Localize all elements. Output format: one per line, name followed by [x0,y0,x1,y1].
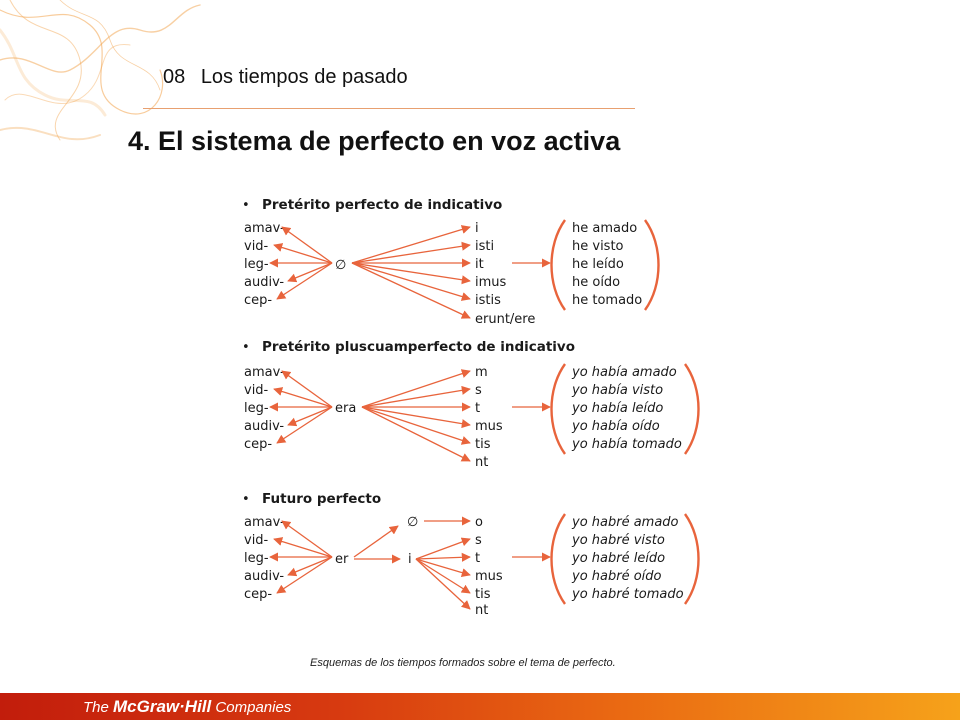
bullet: • [242,492,250,507]
ending: s [475,533,482,548]
ending-list [475,365,503,470]
pluperfect-indicative-section [242,339,699,470]
translation: he tomado [572,293,643,308]
translation: he amado [572,221,638,236]
translation: yo habré leído [572,551,666,566]
ending: isti [475,239,495,254]
connector-er: er [335,552,349,567]
ending: m [475,365,488,380]
stem-list [244,515,285,602]
ending: tis [475,437,491,452]
ending: mus [475,569,503,584]
translation-list [572,221,642,308]
arrows [270,227,550,318]
translation: yo había amado [572,365,677,380]
ending: it [475,257,484,272]
translation: he oído [572,275,621,290]
future-perfect-section [242,491,699,615]
stem: audiv- [244,275,285,290]
translation: yo habré oído [572,569,662,584]
ending-list [475,515,503,615]
ending-list [475,221,535,327]
ending: nt [475,455,489,470]
stem: leg- [244,551,269,566]
figure-caption: Esquemas de los tiempos formados sobre el tema de perfecto. [310,657,616,669]
ending: t [475,551,481,566]
translation: yo había oído [572,419,660,434]
stem: vid- [244,239,269,254]
translation: he leído [572,257,624,272]
chapter-title: Los tiempos de pasado [200,66,408,88]
header-divider [143,108,635,109]
translation-list [571,365,682,452]
connector-era: era [335,401,357,416]
bullet: • [242,340,250,355]
translation: yo habré tomado [572,587,684,602]
section-heading: Futuro perfecto [262,491,382,507]
stem: leg- [244,401,269,416]
stem: amav- [244,515,285,530]
stem: vid- [244,383,269,398]
translation: yo había visto [572,383,664,398]
ending: istis [475,293,501,308]
translation: yo habré amado [572,515,679,530]
translation-list [571,515,684,602]
stem: amav- [244,365,285,380]
section-heading: Pretérito pluscuamperfecto de indicativo [262,339,576,355]
publisher-logo [83,697,291,717]
translation: yo había leído [572,401,664,416]
perfect-indicative-section [242,197,659,327]
chapter-heading [163,66,408,89]
ending: s [475,383,482,398]
perfect-system-diagram [232,190,712,615]
ending: mus [475,419,503,434]
chapter-number: 08 [163,66,186,88]
stem: vid- [244,533,269,548]
translation: yo había tomado [572,437,682,452]
footer-bar [0,693,960,720]
stem: cep- [244,587,273,602]
branch-empty: ∅ [407,515,419,530]
ending: erunt/ere [475,312,536,327]
translation: yo habré visto [572,533,665,548]
slide-title: 4. El sistema de perfecto en voz activa [128,126,621,156]
ending: i [475,221,479,236]
ending: nt [475,603,489,615]
branch-i: i [408,552,412,567]
brand-suffix: Companies [211,699,292,716]
stem: audiv- [244,419,285,434]
bullet: • [242,198,250,213]
arrows [270,371,550,461]
stem: amav- [244,221,285,236]
translation: he visto [572,239,624,254]
stem: leg- [244,257,269,272]
ending: tis [475,587,491,602]
stem-list [244,221,285,308]
ending: t [475,401,481,416]
ending: imus [475,275,507,290]
ending: o [475,515,483,530]
stem: audiv- [244,569,285,584]
connector-empty: ∅ [335,258,347,273]
stem: cep- [244,437,273,452]
stem: cep- [244,293,273,308]
stem-list [244,365,285,452]
brand-prefix: The [83,699,114,716]
brand-name: McGraw·Hill [113,697,212,716]
section-heading: Pretérito perfecto de indicativo [262,197,503,213]
